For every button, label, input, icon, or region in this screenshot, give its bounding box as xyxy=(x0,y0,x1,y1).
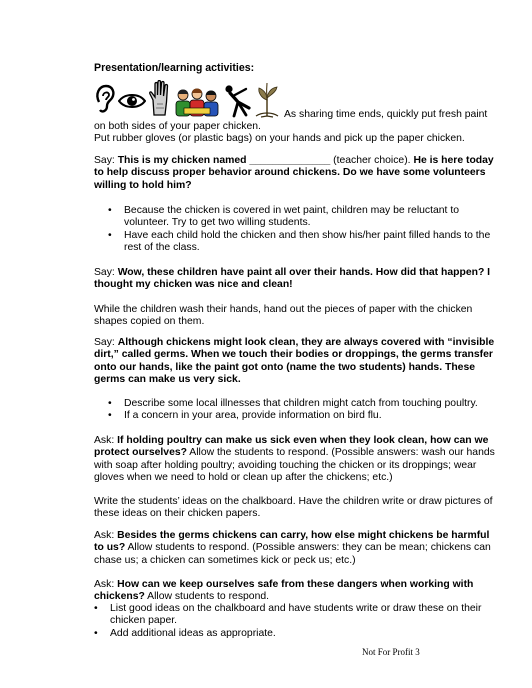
seedling-icon xyxy=(254,82,280,118)
ask-paragraph-2: Ask: Besides the germs chickens can carry, how else might chickens be harmful to us? Allow students to respond. (Possible answers: they can be mean; chickens can chase us; a chicken can sometimes kick or peck us; etc.) xyxy=(94,530,491,566)
ask-paragraph-1: Ask: If holding poultry can make us sick even when they look clean, how can we protect ourselves? Allow the students to respond. (Possible answers: wash our hands with soap after holding poultry; avoiding touching the chicken or its droppings; wear gloves when we need to hold or clean up after the chickens; etc.) xyxy=(94,435,495,484)
list-item: • Because the chicken is covered in wet paint, children may be reluctant to volunteer. Try to get two willing students. xyxy=(108,205,498,230)
intro-line-1: As sharing time ends, quickly put fresh paint xyxy=(284,109,488,120)
children-icon xyxy=(174,88,220,118)
ask-paragraph-3: Ask: How can we keep ourselves safe from these dangers when working with chickens? Allow students to respond. xyxy=(94,579,474,603)
say-paragraph-3: Say: Although chickens might look clean, they are always covered with “invisible dirt,” called germs. When we touch their bodies or droppings, the germs transfer onto our hands, like the paint got onto (name the two students) hands. These germs can make us very sick. xyxy=(94,337,495,386)
stretching-figure-icon xyxy=(222,84,252,118)
wash-paragraph: While the children wash their hands, hand out the pieces of paper with the chicken shapes copied on them. xyxy=(94,304,473,328)
bullet-list-3 xyxy=(94,603,498,640)
hand-icon xyxy=(148,80,172,116)
list-item: • Have each child hold the chicken and then show his/her paint filled hands to the rest of the class. xyxy=(108,230,498,255)
section-heading: Presentation/learning activities: xyxy=(94,62,255,74)
list-item: • Add additional ideas as appropriate. xyxy=(94,628,498,640)
intro-line-3: Put rubber gloves (or plastic bags) on your hands and pick up the paper chicken. xyxy=(94,133,465,144)
eye-icon xyxy=(118,92,146,110)
intro-line-2: on both sides of your paper chicken. xyxy=(94,121,261,132)
say-paragraph-2: Say: Wow, these children have paint all over their hands. How did that happen? I thought my chicken was nice and clean! xyxy=(94,267,491,291)
list-item: • List good ideas on the chalkboard and have students write or draw these on their chicken paper. xyxy=(94,603,498,628)
chalkboard-paragraph: Write the students’ ideas on the chalkboard. Have the children write or draw pictures of these ideas on their chicken papers. xyxy=(94,496,493,520)
list-item: • Describe some local illnesses that children might catch from touching poultry. xyxy=(108,398,498,410)
say-paragraph-1: Say: This is my chicken named ______________ (teacher choice). He is here today to help discuss proper behavior around chickens. Do we have some volunteers willing to hold him? xyxy=(94,155,494,191)
bullet-list-1 xyxy=(108,205,498,255)
learning-styles-icons xyxy=(94,80,284,120)
page-footer: Not For Profit 3 xyxy=(362,647,420,657)
list-item: • If a concern in your area, provide information on bird flu. xyxy=(108,410,498,422)
bullet-list-2 xyxy=(108,398,498,423)
ear-icon xyxy=(94,84,116,114)
